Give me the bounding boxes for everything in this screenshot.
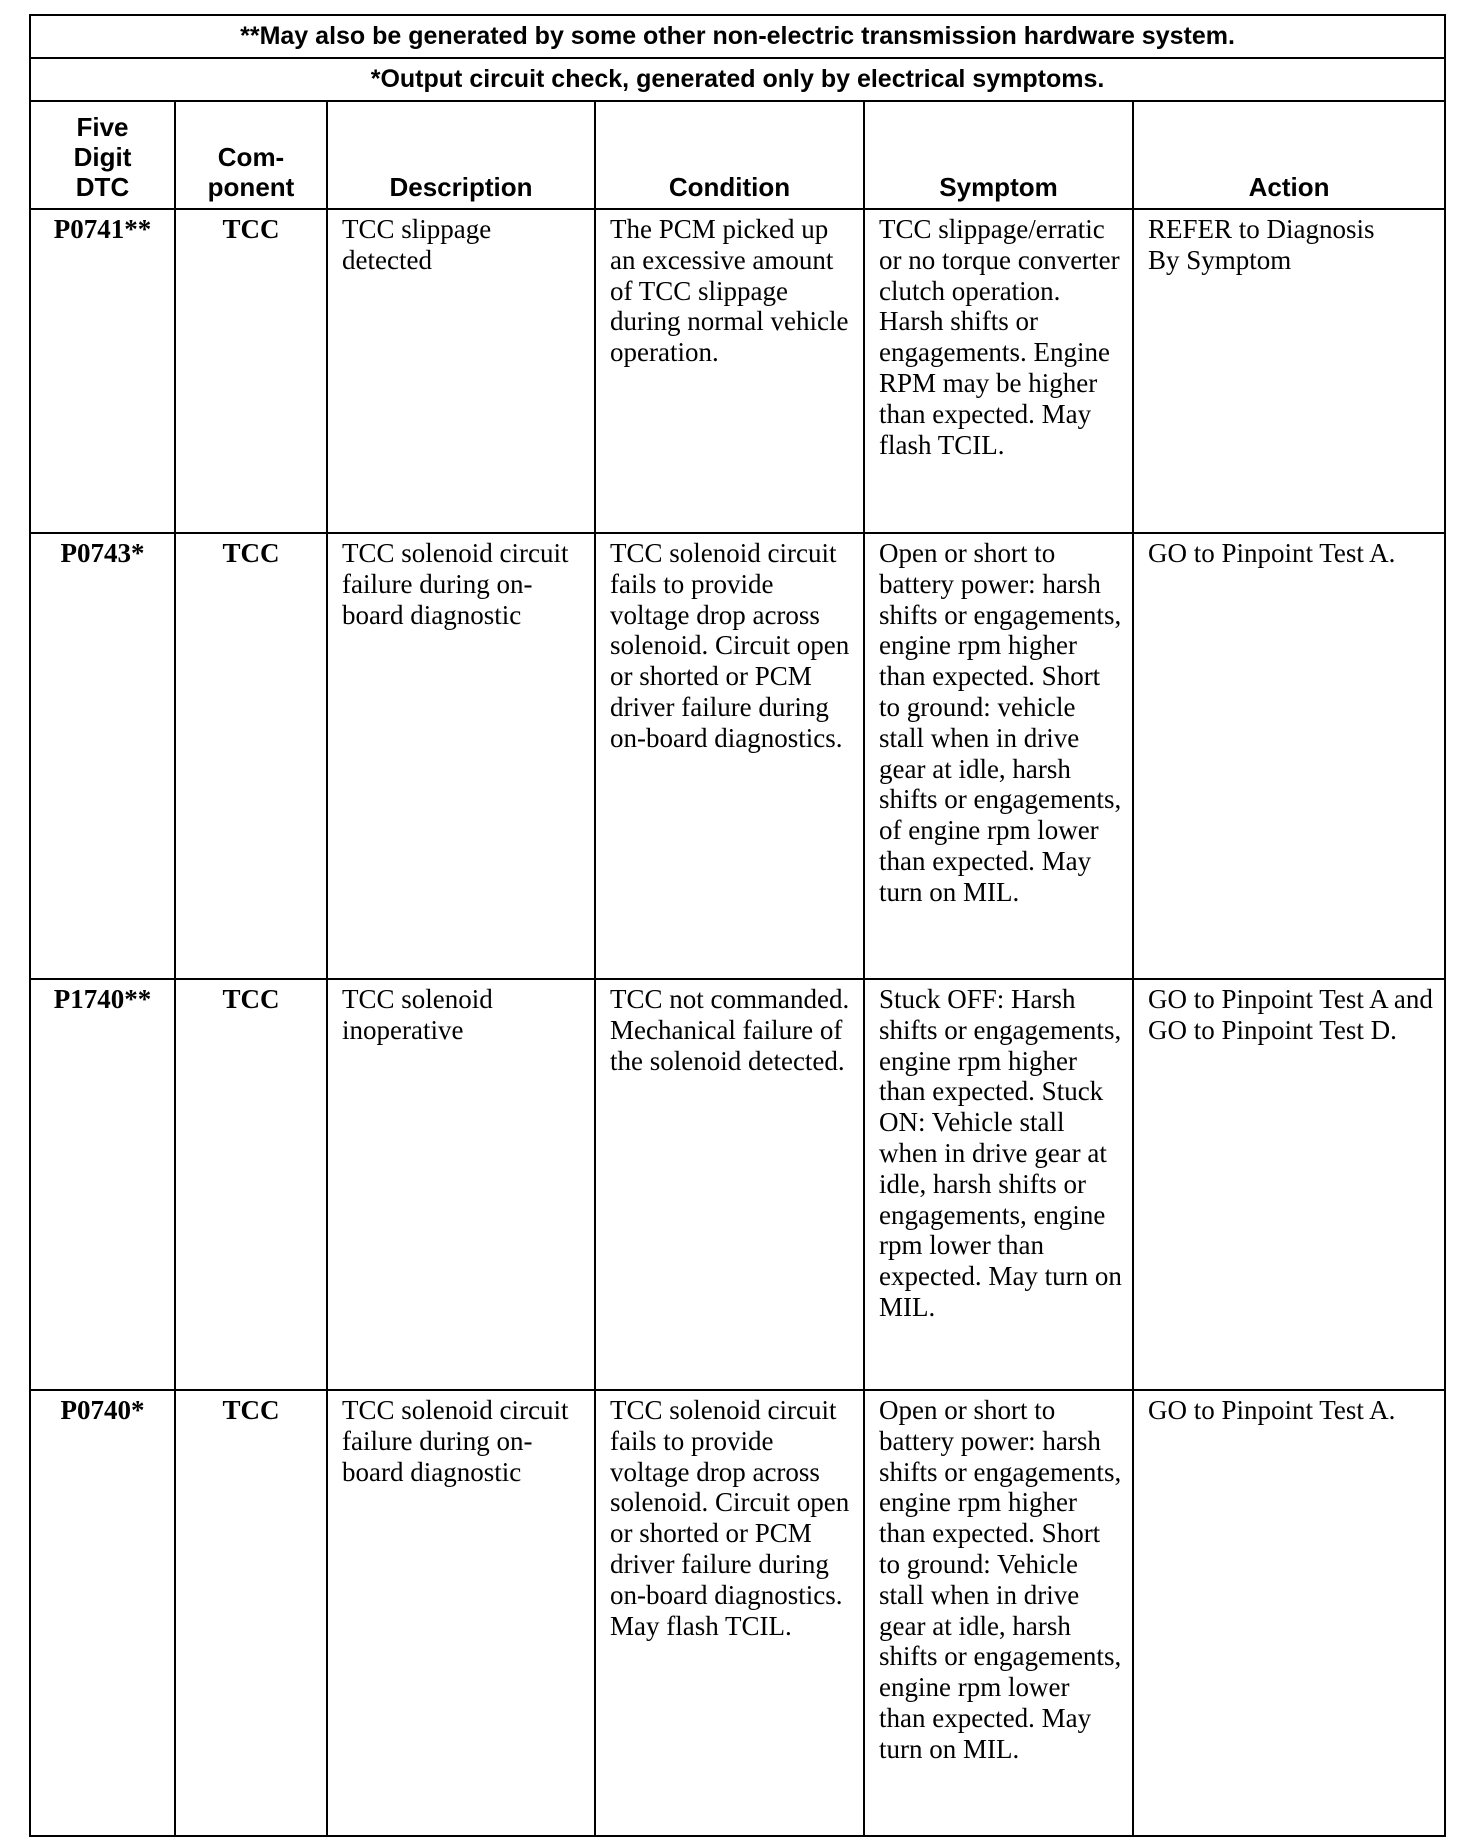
description-text: TCC slippage detected — [342, 214, 492, 275]
symptom: TCC slippage/erratic or no torque converter clutch operation. Harsh shifts or engagements. Engine RPM may be higher than expected. May flash TCIL. — [864, 209, 1133, 533]
header-component — [175, 101, 327, 209]
table-row — [30, 979, 1445, 1390]
note-double-asterisk: **May also be generated by some other non-electric transmission hardware system. — [30, 15, 1445, 58]
description: TCC solenoid circuit failure during on-board diagnostic — [327, 1390, 595, 1836]
action-text: REFER to Diagnosis By Symptom — [1148, 214, 1375, 275]
condition: TCC not commanded. Mechanical failure of the solenoid detected. — [595, 979, 864, 1390]
dtc-table — [29, 14, 1446, 1837]
header-dtc — [30, 101, 175, 209]
dtc-code: P0743* — [30, 533, 175, 979]
condition: TCC solenoid circuit fails to provide voltage drop across solenoid. Circuit open or shorted or PCM driver failure during on-board diagnostics. — [595, 533, 864, 979]
header-description: Description — [327, 101, 595, 209]
action: GO to Pinpoint Test A. — [1133, 533, 1445, 979]
table-row — [30, 1390, 1445, 1836]
symptom: Stuck OFF: Harsh shifts or engagements, engine rpm higher than expected. Stuck ON: Vehicle stall when in drive gear at idle, harsh shifts or engagements, engine rpm lower than expected. May turn on MIL. — [864, 979, 1133, 1390]
component: TCC — [175, 533, 327, 979]
description: TCC solenoid circuit failure during on-board diagnostic — [327, 533, 595, 979]
action — [1133, 209, 1445, 533]
header-row — [30, 101, 1445, 209]
header-component-label: Com- ponent — [207, 142, 295, 202]
symptom: Open or short to battery power: harsh shifts or engagements, engine rpm higher than expected. Short to ground: vehicle stall when in drive gear at idle, harsh shifts or engagements, of engine rpm lower than expected. May turn on MIL. — [864, 533, 1133, 979]
action: GO to Pinpoint Test A. — [1133, 1390, 1445, 1836]
header-symptom: Symptom — [864, 101, 1133, 209]
description: TCC solenoid inoperative — [327, 979, 595, 1390]
action: GO to Pinpoint Test A and GO to Pinpoint Test D. — [1133, 979, 1445, 1390]
dtc-code: P1740** — [30, 979, 175, 1390]
component: TCC — [175, 979, 327, 1390]
condition: TCC solenoid circuit fails to provide voltage drop across solenoid. Circuit open or shorted or PCM driver failure during on-board diagnostics. May flash TCIL. — [595, 1390, 864, 1836]
header-action: Action — [1133, 101, 1445, 209]
note-row-single — [30, 58, 1445, 101]
table-row — [30, 533, 1445, 979]
note-single-asterisk: *Output circuit check, generated only by electrical symptoms. — [30, 58, 1445, 101]
header-dtc-label: Five Digit DTC — [73, 112, 132, 202]
header-condition: Condition — [595, 101, 864, 209]
dtc-code: P0740* — [30, 1390, 175, 1836]
component: TCC — [175, 209, 327, 533]
symptom: Open or short to battery power: harsh shifts or engagements, engine rpm higher than expected. Short to ground: Vehicle stall when in drive gear at idle, harsh shifts or engagements, engine rpm lower than expected. May turn on MIL. — [864, 1390, 1133, 1836]
note-row-double — [30, 15, 1445, 58]
description — [327, 209, 595, 533]
table-row — [30, 209, 1445, 533]
component: TCC — [175, 1390, 327, 1836]
condition: The PCM picked up an excessive amount of TCC slippage during normal vehicle operation. — [595, 209, 864, 533]
dtc-code: P0741** — [30, 209, 175, 533]
